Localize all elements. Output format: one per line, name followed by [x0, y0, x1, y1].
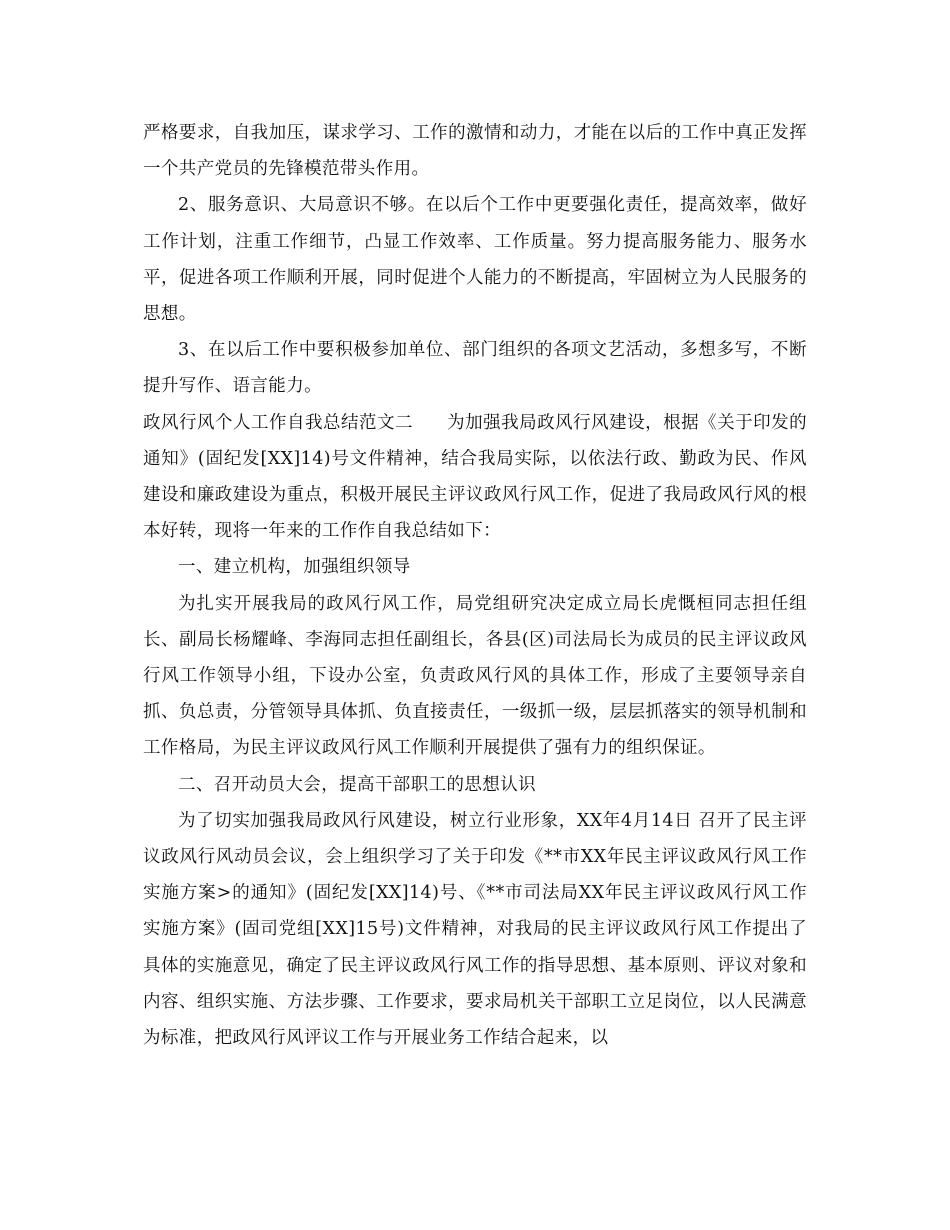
paragraph-item-2: 2、服务意识、大局意识不够。在以后个工作中更要强化责任，提高效率，做好工作计划，注重工作细节，凸显工作效率、工作质量。努力提高服务能力、服务水平，促进各项工作顺利开展，同时促进个人能力的不断提高，牢固树立为人民服务的思想。	[143, 195, 807, 325]
subheading-two: 二、召开动员大会，提高干部职工的思想认识	[178, 774, 536, 795]
paragraph-item-3: 3、在以后工作中要积极参加单位、部门组织的各项文艺活动，多想多写，不断提升写作、语言能力。	[143, 340, 807, 397]
section-heading: 政风行风个人工作自我总结范文二	[143, 412, 413, 433]
subheading-one: 一、建立机构，加强组织领导	[178, 557, 411, 578]
document-body	[143, 115, 807, 1056]
section-intro-text: 为加强我局政风行风建设，根据《关于印发的通知》(固纪发[XX]14)号文件精神，结合我局实际，以依法行政、勤政为民、作风建设和廉政建设为重点，积极开展民主评议政风行风工作，促进了我局政风行风的根本好转，现将一年来的工作作自我总结如下：	[143, 412, 807, 542]
paragraph-organization: 为扎实开展我局的政风行风工作，局党组研究决定成立局长虎慨桓同志担任组长、副局长杨耀峰、李海同志担任副组长，各县(区)司法局长为成员的民主评议政风行风工作领导小组，下设办公室，负责政风行风的具体工作，形成了主要领导亲自抓、负总责，分管领导具体抓、负直接责任，一级抓一级，层层抓落实的领导机制和工作格局，为民主评议政风行风工作顺利开展提供了强有力的组织保证。	[143, 593, 807, 759]
paragraph-continuation: 严格要求，自我加压，谋求学习、工作的激情和动力，才能在以后的工作中真正发挥一个共产党员的先锋模范带头作用。	[143, 123, 807, 180]
paragraph-mobilization: 为了切实加强我局政风行风建设，树立行业形象，XX年4月14日 召开了民主评议政风行风动员会议，会上组织学习了关于印发《**市XX年民主评议政风行风工作实施方案>的通知》(固纪发[XX]14)号、《**市司法局XX年民主评议政风行风工作实施方案》(固司党组[XX]15号)文件精神，对我局的民主评议政风行风工作提出了具体的实施意见，确定了民主评议政风行风工作的指导思想、基本原则、评议对象和内容、组织实施、方法步骤、工作要求，要求局机关干部职工立足岗位，以人民满意为标准，把政风行风评议工作与开展业务工作结合起来，以	[143, 810, 807, 1049]
paragraph-section-two-intro	[143, 405, 807, 550]
